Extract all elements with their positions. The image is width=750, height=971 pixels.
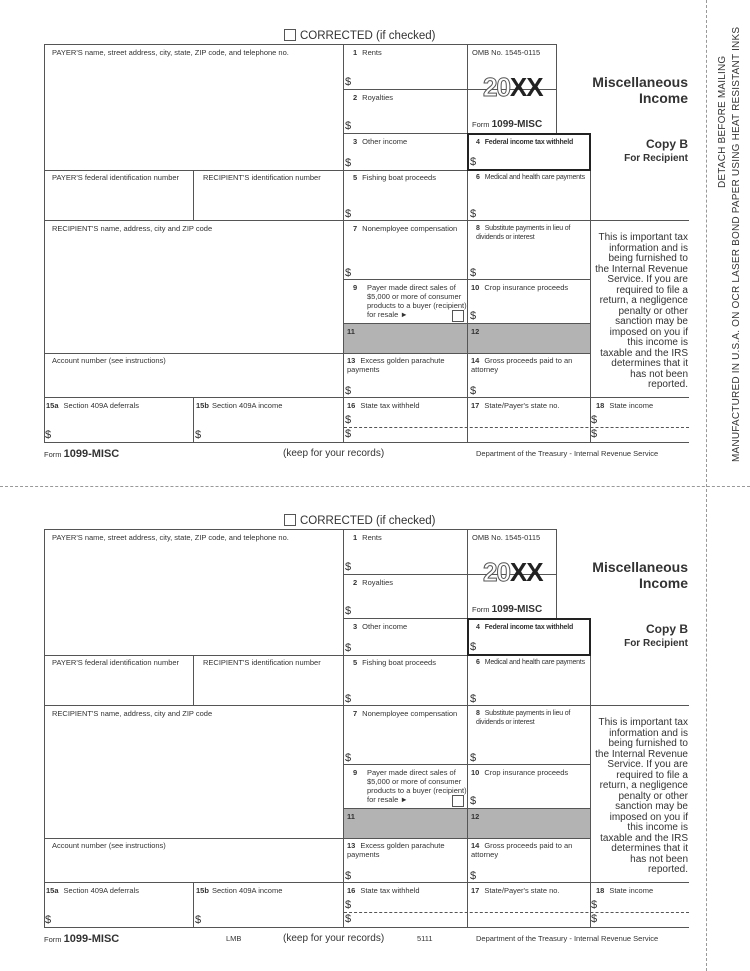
account-number-label: Account number (see instructions) [52, 841, 166, 850]
state-divider [344, 427, 689, 428]
form-top-line [44, 529, 556, 530]
box1-num: 1 [353, 533, 358, 542]
box12-shade [468, 324, 590, 353]
corrected-label: CORRECTED (if checked) [300, 30, 436, 42]
box8-text: Substitute payments in lieu of dividends or interest [476, 710, 571, 726]
box9-label: Payer made direct sales of $5,000 or more of consumer products to a buyer (recipient) for resale ► [367, 283, 467, 319]
rule-7 [44, 353, 590, 354]
box2-num: 2 [353, 93, 358, 102]
box12-num: 12 [471, 327, 480, 336]
box7-label [353, 709, 457, 718]
box2-label [353, 93, 393, 102]
box5-label [353, 173, 436, 182]
col-div-343 [343, 529, 344, 928]
important-notice: This is important tax information and is being furnished to the Internal Revenue Service. If you are required to file a return, a negligence penalty or other sanction may be imposed on you if this income is taxable and the IRS determines that it has not been reported. [595, 717, 688, 875]
box6-label [476, 173, 585, 182]
box13-num: 13 [347, 841, 356, 850]
form-name: 1099-MISC [491, 119, 543, 130]
box5-label [353, 658, 436, 667]
side-text-manufactured: MANUFACTURED IN U.S.A. ON OCR LASER BOND PAPER USING HEAT RESISTANT INKS [731, 26, 742, 462]
box4-label [476, 138, 573, 147]
box16-label [347, 886, 420, 895]
corrected-checkbox[interactable] [284, 29, 296, 41]
for-recipient: For Recipient [624, 638, 688, 649]
box8-text: Substitute payments in lieu of dividends or interest [476, 225, 571, 241]
box2-dollar: $ [345, 120, 352, 132]
box17-text: State/Payer's state no. [484, 886, 560, 895]
left-line [44, 529, 45, 928]
box9-num-wrap [353, 283, 362, 292]
keep-records: (keep for your records) [283, 933, 385, 944]
box15a-dollar: $ [45, 429, 52, 441]
box3-num: 3 [353, 137, 358, 146]
box9-num: 9 [353, 768, 358, 777]
box16-dollar-1: $ [345, 899, 352, 911]
box12-shade [468, 809, 590, 838]
box18-dollar-1: $ [591, 899, 598, 911]
title-line2: Income [638, 90, 688, 106]
box11-label [347, 812, 360, 821]
box11-num: 11 [347, 812, 355, 821]
col-div-193a [193, 170, 194, 220]
box13-label [347, 356, 467, 374]
rule-5 [344, 764, 590, 765]
box17-text: State/Payer's state no. [484, 401, 560, 410]
box18-dollar-2: $ [591, 428, 598, 440]
box3-dollar: $ [345, 642, 352, 654]
box7-num: 7 [353, 224, 358, 233]
box4-dollar: $ [470, 641, 477, 653]
title-line1: Miscellaneous [592, 74, 688, 90]
box4-num: 4 [476, 139, 480, 146]
box1-dollar: $ [345, 76, 352, 88]
box8-label [476, 709, 588, 727]
box7-text: Nonemployee compensation [362, 224, 458, 233]
box14-text: Gross proceeds paid to an attorney [471, 841, 573, 859]
box7-label [353, 224, 457, 233]
tax-year [483, 72, 543, 103]
lmb-code: LMB [226, 934, 242, 943]
box8-num: 8 [476, 225, 480, 232]
box15a-text: Section 409A deferrals [63, 401, 139, 410]
year-outline: 20 [483, 72, 510, 102]
form-copy-bottom [0, 485, 750, 970]
bottom-line [44, 442, 689, 443]
box15a-text: Section 409A deferrals [63, 886, 139, 895]
tax-year [483, 557, 543, 588]
box13-label [347, 841, 467, 859]
bottom-line [44, 927, 689, 928]
box10-text: Crop insurance proceeds [484, 283, 569, 292]
form-word: Form [472, 605, 490, 614]
box18-dollar-1: $ [591, 414, 598, 426]
box15a-num: 15a [46, 886, 59, 895]
box2-label [353, 578, 393, 587]
box4-num: 4 [476, 624, 480, 631]
rule-7 [44, 838, 590, 839]
box9-checkbox[interactable] [452, 310, 464, 322]
rule-4 [44, 705, 689, 706]
box14-dollar: $ [470, 870, 477, 882]
year-outline: 20 [483, 557, 510, 587]
box7-text: Nonemployee compensation [362, 709, 458, 718]
title-line1: Miscellaneous [592, 559, 688, 575]
box15b-label [196, 886, 282, 895]
box18-label [596, 401, 653, 410]
copy-b: Copy B [646, 622, 688, 636]
title-line2: Income [638, 575, 688, 591]
box3-dollar: $ [345, 157, 352, 169]
recipient-id-label: RECIPIENT'S identification number [203, 658, 321, 667]
rule-8 [44, 882, 689, 883]
box16-text: State tax withheld [360, 886, 420, 895]
box12-label [471, 327, 484, 336]
box1-num: 1 [353, 48, 358, 57]
box3-text: Other income [362, 137, 408, 146]
box6-label [476, 658, 585, 667]
form-top-line [44, 44, 556, 45]
payer-fed-id-label: PAYER'S federal identification number [52, 173, 180, 182]
footer-form [44, 933, 119, 945]
year-solid: XX [509, 72, 543, 102]
box9-checkbox[interactable] [452, 795, 464, 807]
box15b-label [196, 401, 282, 410]
department: Department of the Treasury - Internal Revenue Service [476, 449, 659, 458]
box17-label [471, 401, 560, 410]
box6-dollar: $ [470, 693, 477, 705]
box9-num-wrap [353, 768, 362, 777]
box3-text: Other income [362, 622, 408, 631]
box1-label [353, 48, 382, 57]
box16-dollar-1: $ [345, 414, 352, 426]
rule-5 [344, 279, 590, 280]
box18-text: State income [609, 886, 654, 895]
rule-1 [344, 574, 467, 575]
box7-num: 7 [353, 709, 358, 718]
footer-form-name: 1099-MISC [63, 448, 120, 460]
box8-label [476, 224, 588, 242]
box13-dollar: $ [345, 385, 352, 397]
box8-dollar: $ [470, 752, 477, 764]
box13-num: 13 [347, 356, 356, 365]
recipient-name-label: RECIPIENT'S name, address, city and ZIP code [52, 224, 213, 233]
box4-dollar: $ [470, 156, 477, 168]
form-name: 1099-MISC [491, 604, 543, 615]
recipient-name-label: RECIPIENT'S name, address, city and ZIP code [52, 709, 213, 718]
year-solid: XX [509, 557, 543, 587]
box10-label [471, 768, 568, 777]
box4-label [476, 623, 573, 632]
form-copy-top [0, 0, 750, 485]
box6-text: Medical and health care payments [484, 659, 585, 666]
payer-fed-id-label: PAYER'S federal identification number [52, 658, 180, 667]
box14-label [471, 356, 589, 374]
box15a-num: 15a [46, 401, 59, 410]
box10-num: 10 [471, 283, 480, 292]
box18-text: State income [609, 401, 654, 410]
box5-dollar: $ [345, 208, 352, 220]
box14-text: Gross proceeds paid to an attorney [471, 356, 573, 374]
form-id-top [472, 119, 542, 130]
rule-1 [344, 89, 467, 90]
department: Department of the Treasury - Internal Revenue Service [476, 934, 659, 943]
box3-num: 3 [353, 622, 358, 631]
omb-number: OMB No. 1545-0115 [472, 533, 541, 542]
payer-name-label: PAYER'S name, street address, city, state, ZIP code, and telephone no. [52, 533, 289, 542]
box2-num: 2 [353, 578, 358, 587]
box16-dollar-2: $ [345, 428, 352, 440]
box15b-num: 15b [196, 886, 209, 895]
keep-records: (keep for your records) [283, 448, 385, 459]
box15b-text: Section 409A income [211, 886, 283, 895]
box1-dollar: $ [345, 561, 352, 573]
footer-form [44, 448, 119, 460]
box15b-num: 15b [196, 401, 209, 410]
box5-dollar: $ [345, 693, 352, 705]
box15a-label [46, 401, 139, 410]
col-div-193b [193, 882, 194, 928]
box3-label [353, 622, 407, 631]
col-div-467 [467, 44, 468, 443]
box11-num: 11 [347, 327, 355, 336]
form-title [560, 559, 688, 591]
for-recipient: For Recipient [624, 153, 688, 164]
footer-form-name: 1099-MISC [63, 933, 120, 945]
account-number-label: Account number (see instructions) [52, 356, 166, 365]
box4-text: Federal income tax withheld [484, 624, 574, 631]
box8-num: 8 [476, 710, 480, 717]
form-title [560, 74, 688, 106]
box15a-label [46, 886, 139, 895]
form-word: Form [472, 120, 490, 129]
box14-num: 14 [471, 841, 480, 850]
box16-dollar-2: $ [345, 913, 352, 925]
box9-label: Payer made direct sales of $5,000 or more of consumer products to a buyer (recipient) for resale ► [367, 768, 467, 804]
box16-num: 16 [347, 401, 356, 410]
box18-label [596, 886, 653, 895]
box7-dollar: $ [345, 752, 352, 764]
footer-form-word: Form [44, 450, 62, 459]
box18-num: 18 [596, 886, 605, 895]
box9-num: 9 [353, 283, 358, 292]
box13-text: Excess golden parachute payments [347, 841, 445, 859]
box5-num: 5 [353, 173, 358, 182]
box10-dollar: $ [470, 310, 477, 322]
box11-label [347, 327, 360, 336]
important-notice: This is important tax information and is being furnished to the Internal Revenue Service. If you are required to file a return, a negligence penalty or other sanction may be imposed on you if this income is taxable and the IRS determines that it has not been reported. [595, 232, 688, 390]
box10-num: 10 [471, 768, 480, 777]
box2-text: Royalties [362, 93, 394, 102]
box15b-dollar: $ [195, 914, 202, 926]
box13-dollar: $ [345, 870, 352, 882]
box5-text: Fishing boat proceeds [362, 173, 436, 182]
box11-shade [344, 809, 467, 838]
state-divider [344, 912, 689, 913]
box6-dollar: $ [470, 208, 477, 220]
col-div-556 [556, 44, 557, 135]
box10-dollar: $ [470, 795, 477, 807]
recipient-id-label: RECIPIENT'S identification number [203, 173, 321, 182]
box14-num: 14 [471, 356, 480, 365]
box17-label [471, 886, 560, 895]
box18-dollar-2: $ [591, 913, 598, 925]
box15b-text: Section 409A income [211, 401, 283, 410]
omb-number: OMB No. 1545-0115 [472, 48, 541, 57]
box5-num: 5 [353, 658, 358, 667]
box1-text: Rents [362, 48, 382, 57]
box16-text: State tax withheld [360, 401, 420, 410]
form-code: 5111 [417, 934, 433, 943]
box1-text: Rents [362, 533, 382, 542]
box13-text: Excess golden parachute payments [347, 356, 445, 374]
box16-num: 16 [347, 886, 356, 895]
box6-num: 6 [476, 174, 480, 181]
rule-4 [44, 220, 689, 221]
box3-label [353, 137, 407, 146]
box7-dollar: $ [345, 267, 352, 279]
form-id-top [472, 604, 542, 615]
payer-name-label: PAYER'S name, street address, city, state, ZIP code, and telephone no. [52, 48, 289, 57]
box6-text: Medical and health care payments [484, 174, 585, 181]
box17-num: 17 [471, 401, 480, 410]
col-div-556 [556, 529, 557, 620]
corrected-label: CORRECTED (if checked) [300, 515, 436, 527]
box15b-dollar: $ [195, 429, 202, 441]
box2-dollar: $ [345, 605, 352, 617]
box5-text: Fishing boat proceeds [362, 658, 436, 667]
box11-shade [344, 324, 467, 353]
box12-label [471, 812, 484, 821]
box14-dollar: $ [470, 385, 477, 397]
col-div-193a [193, 655, 194, 705]
box2-text: Royalties [362, 578, 394, 587]
col-div-193b [193, 397, 194, 443]
box10-text: Crop insurance proceeds [484, 768, 569, 777]
rule-8 [44, 397, 689, 398]
box16-label [347, 401, 420, 410]
copy-b: Copy B [646, 137, 688, 151]
box4-text: Federal income tax withheld [484, 139, 574, 146]
box17-num: 17 [471, 886, 480, 895]
box6-num: 6 [476, 659, 480, 666]
box10-label [471, 283, 568, 292]
side-text-detach: DETACH BEFORE MAILING [717, 55, 728, 188]
box15a-dollar: $ [45, 914, 52, 926]
corrected-checkbox[interactable] [284, 514, 296, 526]
col-div-343 [343, 44, 344, 443]
box18-num: 18 [596, 401, 605, 410]
left-line [44, 44, 45, 443]
box14-label [471, 841, 589, 859]
footer-form-word: Form [44, 935, 62, 944]
box12-num: 12 [471, 812, 480, 821]
box1-label [353, 533, 382, 542]
col-div-467 [467, 529, 468, 928]
box8-dollar: $ [470, 267, 477, 279]
